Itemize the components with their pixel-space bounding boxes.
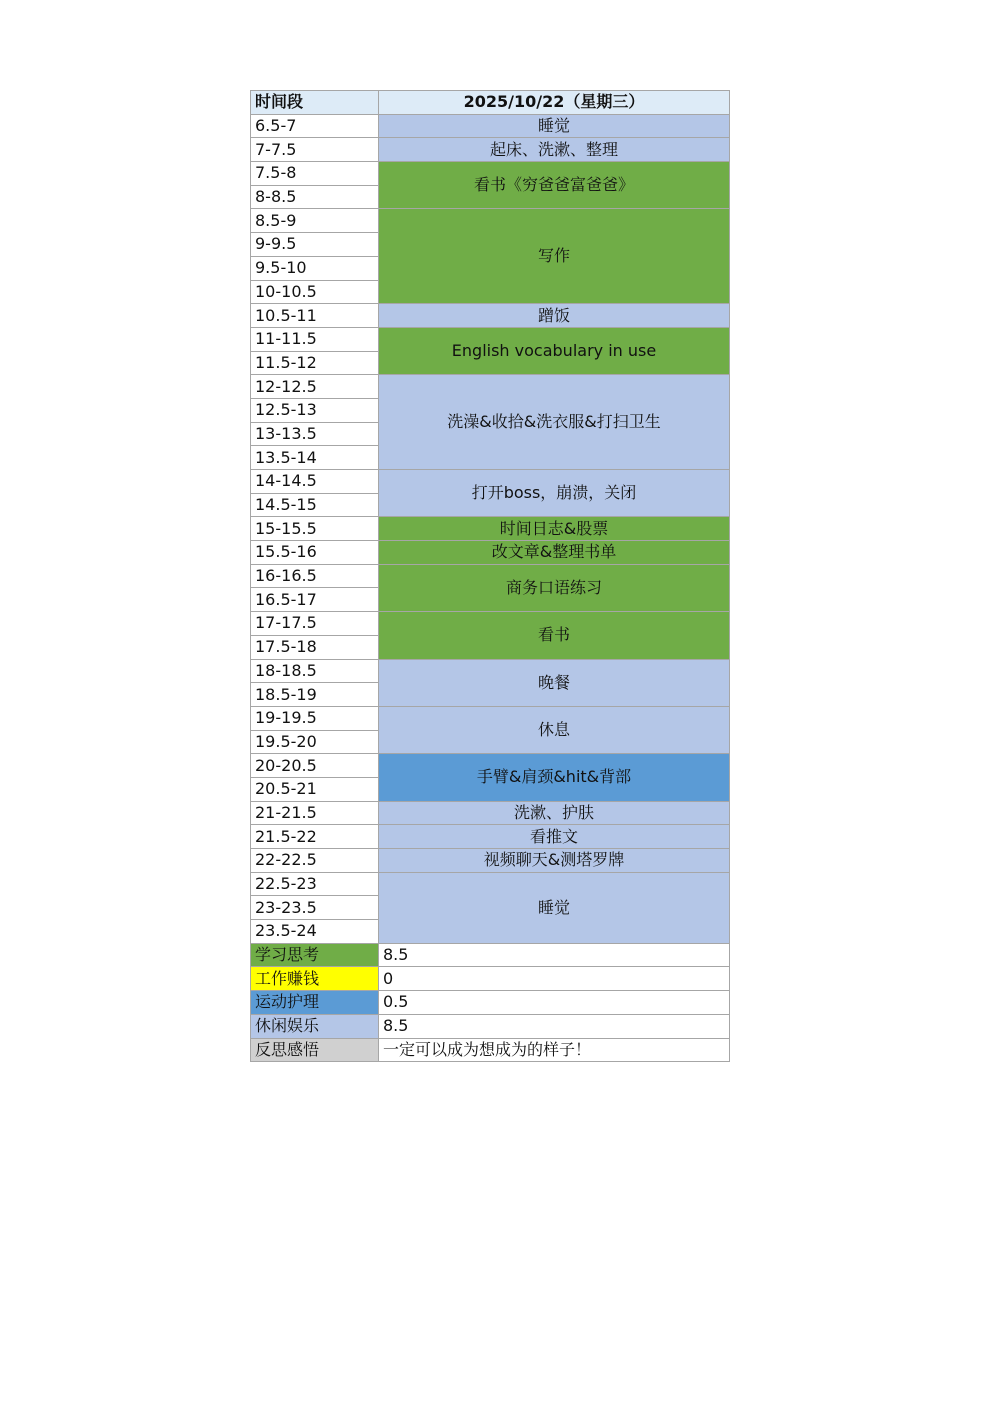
time-cell[interactable]: 16.5-17 xyxy=(251,588,379,612)
time-cell[interactable]: 10-10.5 xyxy=(251,280,379,304)
schedule-table xyxy=(250,90,730,1062)
time-cell[interactable]: 11.5-12 xyxy=(251,351,379,375)
activity-cell[interactable]: English vocabulary in use xyxy=(379,327,730,374)
time-cell[interactable]: 7.5-8 xyxy=(251,162,379,186)
activity-cell[interactable]: 改文章&整理书单 xyxy=(379,541,730,565)
time-cell[interactable]: 14-14.5 xyxy=(251,470,379,494)
summary-label-cell[interactable]: 反思感悟 xyxy=(251,1038,379,1062)
summary-row xyxy=(251,991,730,1015)
time-cell[interactable]: 12.5-13 xyxy=(251,398,379,422)
table-row xyxy=(251,706,730,730)
summary-row xyxy=(251,1014,730,1038)
time-cell[interactable]: 20-20.5 xyxy=(251,754,379,778)
summary-row xyxy=(251,1038,730,1062)
table-row xyxy=(251,564,730,588)
table-row xyxy=(251,849,730,873)
time-cell[interactable]: 22-22.5 xyxy=(251,849,379,873)
time-cell[interactable]: 13-13.5 xyxy=(251,422,379,446)
summary-value-cell[interactable]: 0 xyxy=(379,967,730,991)
table-row xyxy=(251,801,730,825)
activity-cell[interactable]: 睡觉 xyxy=(379,114,730,138)
table-row xyxy=(251,754,730,778)
summary-value-cell[interactable]: 0.5 xyxy=(379,991,730,1015)
time-cell[interactable]: 21-21.5 xyxy=(251,801,379,825)
time-cell[interactable]: 9-9.5 xyxy=(251,233,379,257)
time-cell[interactable]: 10.5-11 xyxy=(251,304,379,328)
activity-cell[interactable]: 洗漱、护肤 xyxy=(379,801,730,825)
summary-label-cell[interactable]: 休闲娱乐 xyxy=(251,1014,379,1038)
time-cell[interactable]: 13.5-14 xyxy=(251,446,379,470)
activity-cell[interactable]: 商务口语练习 xyxy=(379,564,730,611)
time-cell[interactable]: 8-8.5 xyxy=(251,185,379,209)
time-cell[interactable]: 11-11.5 xyxy=(251,327,379,351)
time-cell[interactable]: 23-23.5 xyxy=(251,896,379,920)
activity-cell[interactable]: 看书《穷爸爸富爸爸》 xyxy=(379,162,730,209)
summary-label-cell[interactable]: 学习思考 xyxy=(251,943,379,967)
activity-cell[interactable]: 蹭饭 xyxy=(379,304,730,328)
table-row xyxy=(251,659,730,683)
activity-cell[interactable]: 看推文 xyxy=(379,825,730,849)
summary-value-cell[interactable]: 8.5 xyxy=(379,1014,730,1038)
table-row xyxy=(251,541,730,565)
time-cell[interactable]: 6.5-7 xyxy=(251,114,379,138)
time-cell[interactable]: 15.5-16 xyxy=(251,541,379,565)
table-row xyxy=(251,162,730,186)
time-cell[interactable]: 16-16.5 xyxy=(251,564,379,588)
activity-cell[interactable]: 起床、洗漱、整理 xyxy=(379,138,730,162)
time-cell[interactable]: 19-19.5 xyxy=(251,706,379,730)
header-row xyxy=(251,91,730,115)
time-cell[interactable]: 20.5-21 xyxy=(251,777,379,801)
time-cell[interactable]: 9.5-10 xyxy=(251,256,379,280)
table-row xyxy=(251,304,730,328)
header-date-cell[interactable]: 2025/10/22（星期三） xyxy=(379,91,730,115)
header-time-cell[interactable]: 时间段 xyxy=(251,91,379,115)
time-cell[interactable]: 18-18.5 xyxy=(251,659,379,683)
table-row xyxy=(251,517,730,541)
table-row xyxy=(251,375,730,399)
time-cell[interactable]: 17.5-18 xyxy=(251,635,379,659)
time-cell[interactable]: 14.5-15 xyxy=(251,493,379,517)
time-cell[interactable]: 19.5-20 xyxy=(251,730,379,754)
table-row xyxy=(251,612,730,636)
summary-row xyxy=(251,967,730,991)
time-cell[interactable]: 15-15.5 xyxy=(251,517,379,541)
time-cell[interactable]: 23.5-24 xyxy=(251,920,379,944)
table-row xyxy=(251,872,730,896)
time-cell[interactable]: 22.5-23 xyxy=(251,872,379,896)
activity-cell[interactable]: 写作 xyxy=(379,209,730,304)
summary-value-cell[interactable]: 一定可以成为想成为的样子！ xyxy=(379,1038,730,1062)
table-row xyxy=(251,470,730,494)
time-cell[interactable]: 12-12.5 xyxy=(251,375,379,399)
activity-cell[interactable]: 休息 xyxy=(379,706,730,753)
summary-row xyxy=(251,943,730,967)
table-row xyxy=(251,825,730,849)
time-cell[interactable]: 7-7.5 xyxy=(251,138,379,162)
time-cell[interactable]: 18.5-19 xyxy=(251,683,379,707)
activity-cell[interactable]: 晚餐 xyxy=(379,659,730,706)
activity-cell[interactable]: 打开boss，崩溃，关闭 xyxy=(379,470,730,517)
activity-cell[interactable]: 视频聊天&测塔罗牌 xyxy=(379,849,730,873)
table-row xyxy=(251,327,730,351)
time-cell[interactable]: 21.5-22 xyxy=(251,825,379,849)
activity-cell[interactable]: 时间日志&股票 xyxy=(379,517,730,541)
activity-cell[interactable]: 睡觉 xyxy=(379,872,730,943)
table-row xyxy=(251,209,730,233)
time-cell[interactable]: 8.5-9 xyxy=(251,209,379,233)
activity-cell[interactable]: 手臂&肩颈&hit&背部 xyxy=(379,754,730,801)
summary-value-cell[interactable]: 8.5 xyxy=(379,943,730,967)
table-row xyxy=(251,138,730,162)
summary-label-cell[interactable]: 工作赚钱 xyxy=(251,967,379,991)
table-row xyxy=(251,114,730,138)
summary-label-cell[interactable]: 运动护理 xyxy=(251,991,379,1015)
time-cell[interactable]: 17-17.5 xyxy=(251,612,379,636)
activity-cell[interactable]: 看书 xyxy=(379,612,730,659)
activity-cell[interactable]: 洗澡&收拾&洗衣服&打扫卫生 xyxy=(379,375,730,470)
